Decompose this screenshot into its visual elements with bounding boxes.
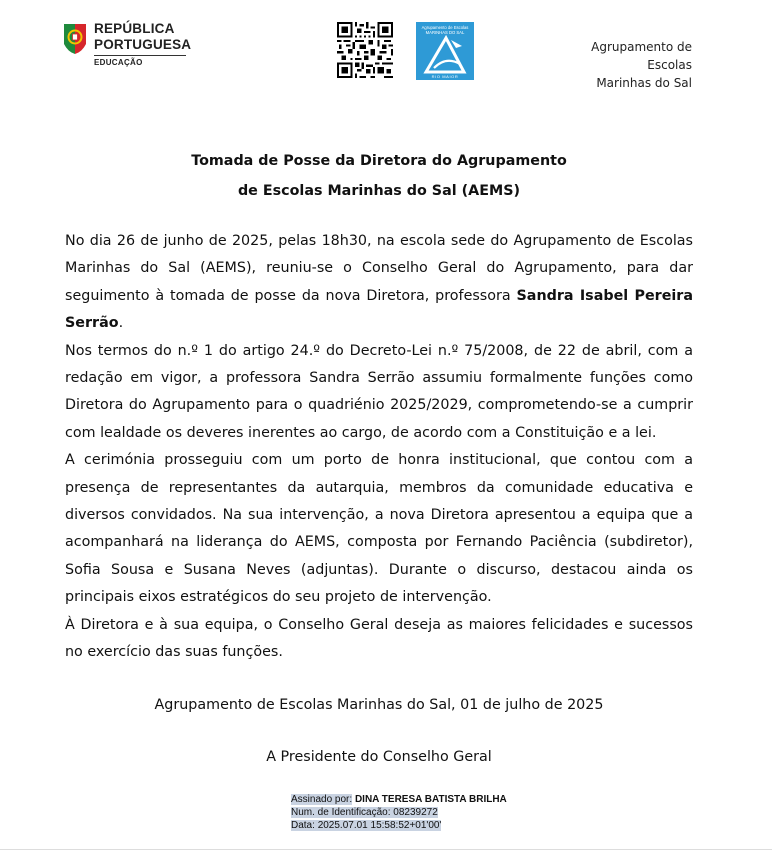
digital-signature [291, 793, 507, 832]
paragraph-2: Nos termos do n.º 1 do artigo 24.º do Decreto-Lei n.º 75/2008, de 22 de abril, com a redação em vigor, a professora Sandra Serrão assumiu formalmente funções como Diretora do Agrupamento para o quadriénio 2025/2029, comprometendo-se a cumprir com lealdade os deveres inerentes ao cargo, de acordo com a Constituição e a lei. [65, 342, 693, 441]
gov-name-line1: REPÚBLICA [94, 21, 175, 36]
republic-emblem-icon [62, 22, 88, 56]
school-logo-line2: MARINHAS DO SAL [425, 30, 465, 35]
signer-name: DINA TERESA BATISTA BRILHA [354, 794, 507, 805]
school-name-line3: Marinhas do Sal [596, 76, 692, 90]
school-logo-line1: Agrupamento de Escolas [421, 25, 469, 30]
school-logo-line3: RIO MAIOR [431, 74, 459, 79]
signed-by-label: Assinado por: [291, 794, 353, 805]
gov-name-line2: PORTUGUESA [94, 37, 192, 52]
paragraph-1-end: . [118, 315, 124, 332]
title-line1: Tomada de Posse da Diretora do Agrupamento [191, 153, 567, 169]
government-logo [62, 20, 202, 70]
signature-signer-row [291, 793, 507, 806]
school-name-line1: Agrupamento de [591, 40, 692, 54]
paragraph-3: A cerimónia prosseguiu com um porto de honra institucional, que contou com a presença de representantes da autarquia, membros da comunidade educativa e diversos convidados. Na sua intervenção, a nova Diretora apresentou a equipa que a acompanhará na liderança do AEMS, composta por Fernando Paciência (subdiretor), Sofia Sousa e Susana Neves (adjuntas). Durante o discurso, destacou ainda os principais eixos estratégicos do seu projeto de intervenção. [65, 452, 693, 606]
date-value: 2025.07.01 15:58:52+01'00' [317, 820, 442, 831]
director-name: Sandra Isabel Pereira Serrão [65, 287, 693, 332]
qr-code-icon [337, 22, 393, 78]
signature-date-row [291, 819, 507, 832]
date-label: Data: [291, 820, 315, 831]
document-body [65, 228, 693, 667]
signature-id-row [291, 806, 507, 819]
id-label: Num. de Identificação: [291, 807, 391, 818]
school-name-line2: Escolas [647, 58, 692, 72]
document-title [0, 146, 758, 206]
paragraph-1-text: No dia 26 de junho de 2025, pelas 18h30, na escola sede do Agrupamento de Escolas Marinhas do Sal (AEMS), reuniu-se o Conselho Geral do Agrupamento, para dar seguimento à tomada de posse da nova Diretora, professora [65, 233, 693, 304]
paragraph-1 [65, 228, 693, 338]
mountain-icon [416, 34, 474, 74]
gov-ministry: EDUCAÇÃO [94, 58, 143, 67]
paragraph-4: À Diretora e à sua equipa, o Conselho Geral deseja as maiores felicidades e sucessos no exercício das suas funções. [65, 616, 693, 661]
president-title: A Presidente do Conselho Geral [266, 749, 492, 765]
school-logo [416, 22, 474, 80]
school-name-header [591, 38, 692, 92]
id-value: 08239272 [393, 807, 438, 818]
page-edge [0, 849, 772, 850]
place-date: Agrupamento de Escolas Marinhas do Sal, 01 de julho de 2025 [154, 697, 604, 713]
gov-divider [94, 55, 186, 56]
title-line2: de Escolas Marinhas do Sal (AEMS) [237, 183, 521, 199]
